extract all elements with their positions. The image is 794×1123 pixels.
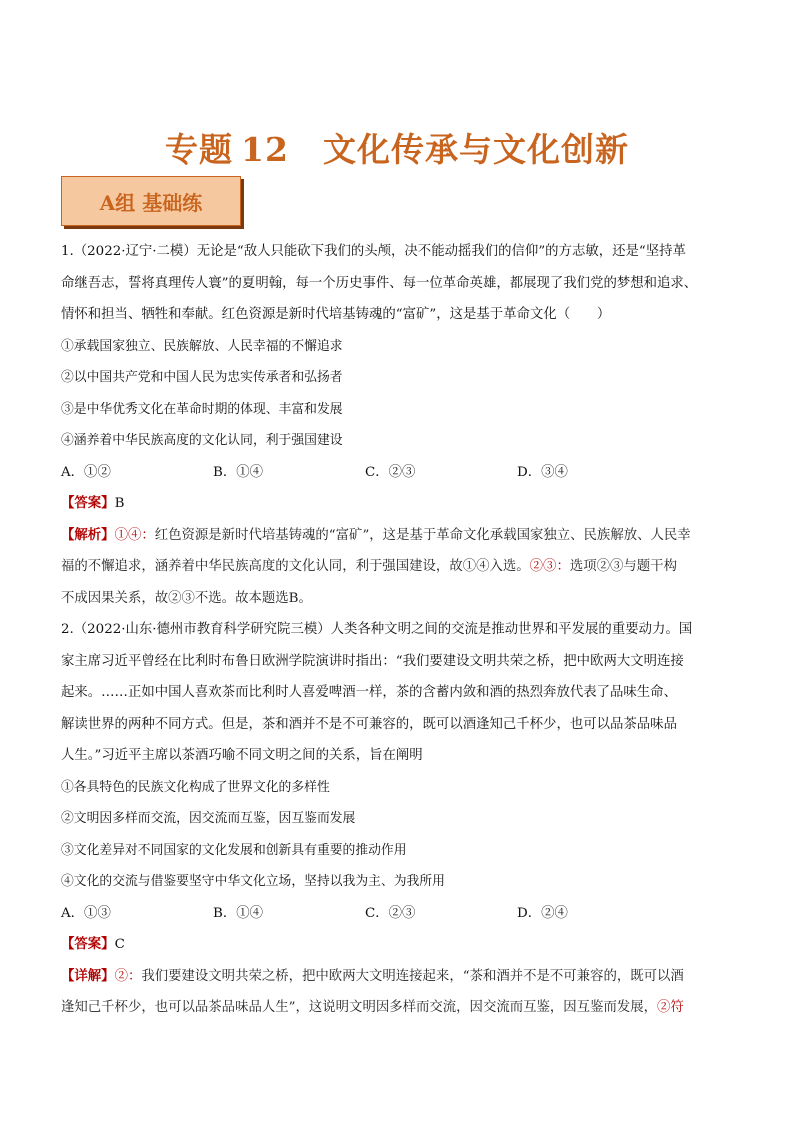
q1-line-1: 1.（2022·辽宁·二模）无论是“敌人只能砍下我们的头颅，决不能动摇我们的信仰”的方志敏，还是“坚持革 xyxy=(61,244,686,259)
q2-line-5: 人生。”习近平主席以茶酒巧喻不同文明之间的关系，旨在阐明 xyxy=(61,748,423,763)
q2-exp-2-red: ②符 xyxy=(657,1000,684,1015)
q1-statement-1: ①承载国家独立、民族解放、人民幸福的不懈追求 xyxy=(61,338,343,354)
q1-choice-d: D．③④ xyxy=(517,464,568,480)
q1-statement-4: ④涵养着中华民族高度的文化认同，利于强国建设 xyxy=(61,433,343,448)
q1-exp-1-text: 红色资源是新时代培基铸魂的“富矿”，这是基于革命文化承载国家独立、民族解放、人民幸 xyxy=(154,527,691,543)
q1-explanation-line-1 xyxy=(61,520,711,552)
q1-answer-label: 【答案】 xyxy=(61,495,115,511)
q2-exp-1-red: ②： xyxy=(114,968,142,984)
q2-line-2: 家主席习近平曾经在比利时布鲁日欧洲学院演讲时指出：“我们要建设文明共荣之桥，把中欧两大文明连接 xyxy=(61,653,684,669)
q1-statement-3: ③是中华优秀文化在革命时期的体现、丰富和发展 xyxy=(61,401,343,417)
q2-answer xyxy=(61,929,711,961)
q1-explanation-label: 【解析】 xyxy=(61,526,115,543)
q1-exp-2-text2: 选项②③与题干构 xyxy=(569,559,677,574)
title-number: 12 xyxy=(241,130,289,169)
q1-statement-2: ②以中国共产党和中国人民为忠实传承者和弘扬者 xyxy=(61,370,343,385)
q2-choice-a: A．①③ xyxy=(61,905,111,921)
title-prefix: 专题 xyxy=(165,130,234,169)
group-label: A组 基础练 xyxy=(99,190,203,215)
q1-exp-3-text: 不成因果关系，故②③不选。故本题选B。 xyxy=(61,590,312,606)
q2-line-1: 2.（2022·山东·德州市教育科学研究院三模）人类各种文明之间的交流是推动世界和平发展的重要动力。国 xyxy=(61,622,693,637)
q2-explanation-line-1 xyxy=(61,961,711,993)
q2-explanation-line-2 xyxy=(61,992,711,1024)
q1-answer-value: B xyxy=(114,496,125,511)
q2-statement-3: ③文化差异对不同国家的文化发展和创新具有重要的推动作用 xyxy=(61,842,407,858)
q2-statement-1: ①各具特色的民族文化构成了世界文化的多样性 xyxy=(61,779,330,795)
q1-explanation-line-3 xyxy=(61,583,711,615)
q2-exp-2-text: 逢知己千杯少，也可以品茶品味品人生”，这说明文明因多样而交流，因交流而互鉴，因互鉴而发展， xyxy=(61,1000,658,1015)
q1-exp-2-text: 福的不懈追求，涵养着中华民族高度的文化认同，利于强国建设，故①④入选。 xyxy=(61,559,530,574)
q2-choice-c: C．②③ xyxy=(365,905,416,921)
document-body xyxy=(61,236,711,1024)
q2-exp-1-text: 我们要建设文明共荣之桥，把中欧两大文明连接起来，“茶和酒并不是不可兼容的，既可以酒 xyxy=(141,968,684,984)
q1-exp-1-red: ①④： xyxy=(114,527,155,543)
question-2 xyxy=(61,614,711,1024)
q2-answer-value: C xyxy=(114,937,125,952)
q2-line-4: 解读世界的两种不同方式。但是，茶和酒并不是不可兼容的，既可以酒逢知己千杯少，也可以品茶品味品 xyxy=(61,716,677,732)
q2-explanation-label: 【详解】 xyxy=(61,967,115,984)
q1-choice-c: C．②③ xyxy=(365,464,416,480)
title-text: 文化传承与文化创新 xyxy=(322,130,629,169)
q1-choices xyxy=(61,457,711,489)
q2-choice-d: D．②④ xyxy=(517,905,568,921)
question-1 xyxy=(61,236,711,614)
q2-choices xyxy=(61,898,711,930)
q1-answer xyxy=(61,488,711,520)
q1-exp-2-red: ②③： xyxy=(529,559,570,574)
q1-explanation-line-2 xyxy=(61,551,711,583)
q2-answer-label: 【答案】 xyxy=(61,936,115,952)
group-label-box xyxy=(61,176,241,226)
page-title xyxy=(0,124,794,171)
q1-choice-b: B．①④ xyxy=(213,464,264,480)
q2-statement-2: ②文明因多样而交流，因交流而互鉴，因互鉴而发展 xyxy=(61,811,356,826)
q2-choice-b: B．①④ xyxy=(213,905,264,921)
q2-statement-4: ④文化的交流与借鉴要坚守中华文化立场，坚持以我为主、为我所用 xyxy=(61,874,445,889)
q1-line-3: 情怀和担当、牺牲和奉献。红色资源是新时代培基铸魂的“富矿”，这是基于革命文化（ ） xyxy=(61,307,611,322)
q1-line-2: 命继吾志，誓将真理传人寰”的夏明翰，每一个历史事件、每一位革命英雄，都展现了我们党的梦想和追求、 xyxy=(61,275,698,291)
q1-choice-a: A．①② xyxy=(61,464,111,480)
q2-line-3: 起来。……正如中国人喜欢茶而比利时人喜爱啤酒一样，茶的含蓄内敛和酒的热烈奔放代表了品味生命、 xyxy=(61,685,677,700)
